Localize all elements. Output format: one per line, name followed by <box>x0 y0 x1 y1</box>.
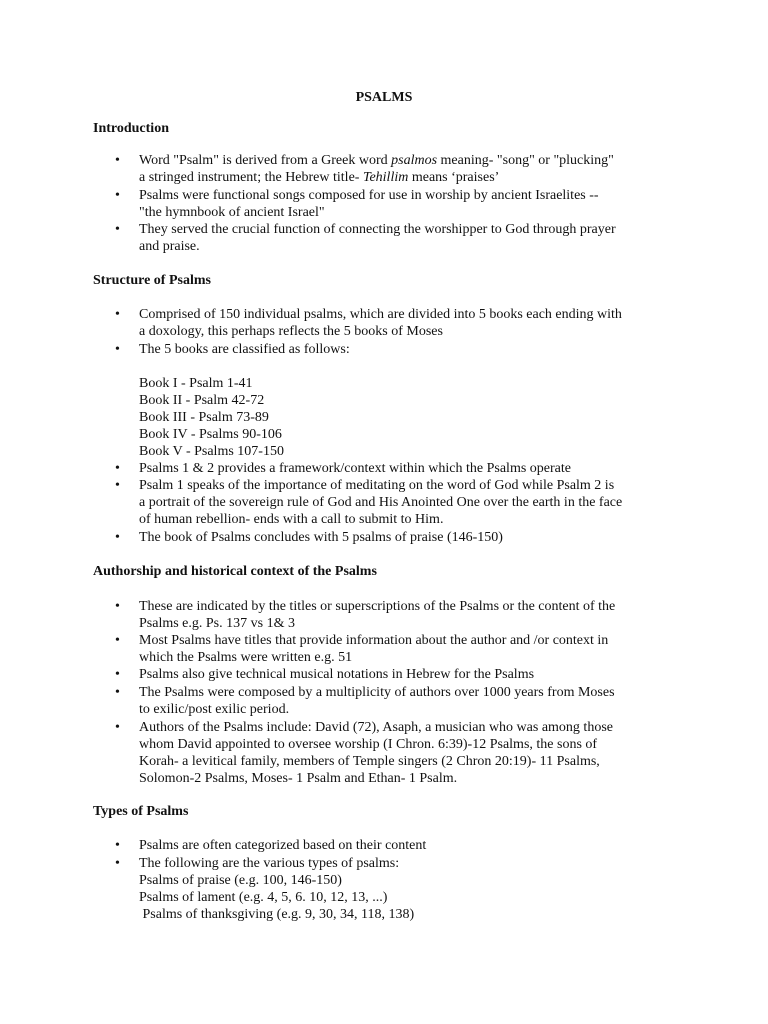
type-praise: Psalms of praise (e.g. 100, 146-150) <box>139 873 342 888</box>
bullet-marker: • <box>115 461 120 476</box>
bullet-marker: • <box>115 342 120 357</box>
book-5: Book V - Psalms 107-150 <box>139 444 284 459</box>
list-item-authorship-4: The Psalms were composed by a multiplicity of authors over 1000 years from Moses to exilic/post exilic period. <box>139 685 615 717</box>
bullet-marker: • <box>115 667 120 682</box>
list-item-authorship-3: Psalms also give technical musical notations in Hebrew for the Psalms <box>139 667 535 682</box>
heading-structure: Structure of Psalms <box>93 273 211 288</box>
bullet-marker: • <box>115 720 120 735</box>
list-item-authorship-2: Most Psalms have titles that provide information about the author and /or context in which the Psalms were written e.g. 51 <box>139 633 609 665</box>
bullet-marker: • <box>115 188 120 203</box>
bullet-marker: • <box>115 633 120 648</box>
list-item-structure-4: Psalm 1 speaks of the importance of meditating on the word of God while Psalm 2 is a portrait of the sovereign rule of God and His Anointed One over the earth in the face of human rebellion- ends with a call to submit to Him. <box>139 478 623 527</box>
type-thanksgiving: Psalms of thanksgiving (e.g. 9, 30, 34, 118, 138) <box>139 907 415 922</box>
list-item-structure-3: Psalms 1 & 2 provides a framework/context within which the Psalms operate <box>139 461 571 476</box>
bullet-marker: • <box>115 153 120 168</box>
hebrew-term: Tehillim <box>362 170 409 185</box>
heading-introduction: Introduction <box>93 121 169 136</box>
bullet-marker: • <box>115 222 120 237</box>
list-item-structure-5: The book of Psalms concludes with 5 psalms of praise (146-150) <box>139 530 503 545</box>
list-item-intro-3: They served the crucial function of connecting the worshipper to God through prayer and praise. <box>139 222 616 254</box>
bullet-marker: • <box>115 838 120 853</box>
list-item-authorship-5: Authors of the Psalms include: David (72), Asaph, a musician who was among those whom David appointed to oversee worship (I Chron. 6:39)-12 Psalms, the sons of Korah- a levitical family, members of Temple singers (2 Chron 20:19)- 11 Psalms, Solomon-2 Psalms, Moses- 1 Psalm and Ethan- 1 Psalm. <box>139 720 613 786</box>
bullet-marker: • <box>115 685 120 700</box>
list-item-structure-1: Comprised of 150 individual psalms, which are divided into 5 books each ending with a doxology, this perhaps reflects the 5 books of Moses <box>139 307 622 339</box>
greek-term: psalmos <box>391 153 438 168</box>
list-item-authorship-1: These are indicated by the titles or superscriptions of the Psalms or the content of the Psalms e.g. Ps. 137 vs 1& 3 <box>139 599 616 631</box>
bullet-marker: • <box>115 599 120 614</box>
type-lament: Psalms of lament (e.g. 4, 5, 6. 10, 12, 13, ...) <box>139 890 388 905</box>
book-list <box>139 375 284 460</box>
list-item-intro-2: Psalms were functional songs composed for use in worship by ancient Israelites -- "the hymnbook of ancient Israel" <box>139 188 599 220</box>
book-2: Book II - Psalm 42-72 <box>139 393 265 408</box>
book-1: Book I - Psalm 1-41 <box>139 376 253 391</box>
page-title: PSALMS <box>355 90 413 105</box>
bullet-marker: • <box>115 856 120 871</box>
heading-types: Types of Psalms <box>93 804 189 819</box>
list-item-structure-2: The 5 books are classified as follows: <box>139 342 350 357</box>
bullet-marker: • <box>115 307 120 322</box>
list-item-types-1: Psalms are often categorized based on their content <box>139 838 427 853</box>
book-4: Book IV - Psalms 90-106 <box>139 427 282 442</box>
bullet-marker: • <box>115 478 120 493</box>
list-item-types-2: The following are the various types of psalms: Psalms of praise (e.g. 100, 146-150) Psalms of lament (e.g. 4, 5, 6. 10, 12, 13, ...) Psalms of thanksgiving (e.g. 9, 30, 34, 118, 138) <box>139 855 699 923</box>
list-item-intro-1: Word "Psalm" is derived from a Greek word psalmos meaning- "song" or "plucking" a stringed instrument; the Hebrew title- Tehillim means ‘praises’ <box>139 153 614 185</box>
book-3: Book III - Psalm 73-89 <box>139 410 269 425</box>
heading-authorship: Authorship and historical context of the Psalms <box>93 564 377 579</box>
bullet-marker: • <box>115 530 120 545</box>
